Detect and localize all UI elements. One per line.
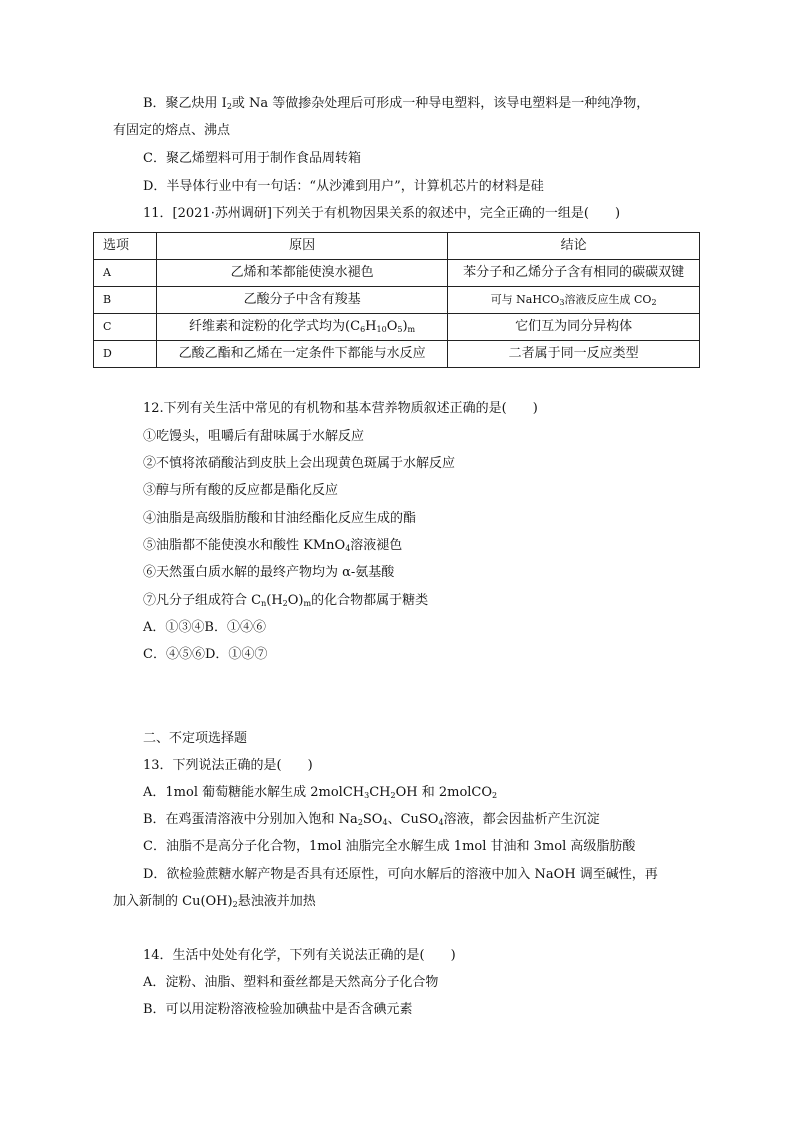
- option-d: D．半导体行业中有一句话：“从沙滩到用户”，计算机芯片的材料是硅: [143, 179, 544, 194]
- text: (H: [266, 593, 283, 608]
- table-cell-option: D: [94, 341, 157, 368]
- option-b: B．可以用淀粉溶液检验加碘盐中是否含碘元素: [143, 1002, 413, 1017]
- table-header-cell: 选项: [94, 233, 157, 260]
- text: 悬浊液并加热: [237, 894, 316, 909]
- subscript: 5: [397, 325, 403, 334]
- text: ⑦凡分子组成符合 C: [143, 593, 262, 608]
- table-cell-cause: [156, 314, 447, 341]
- statement-4: ④油脂是高级脂肪酸和甘油经酯化反应生成的酯: [143, 511, 417, 526]
- text: 溶液反应生成 CO: [564, 293, 652, 306]
- subscript: 2: [357, 818, 363, 827]
- option-a: [143, 784, 497, 802]
- option-c: C．油脂不是高分子化合物，1mol 油脂完全水解生成 1mol 甘油和 3mol 高级脂肪酸: [143, 839, 636, 854]
- question-11-stem: 11．[2021·苏州调研]下列关于有机物因果关系的叙述中，完全正确的一组是( ): [143, 206, 621, 221]
- table-cell-cause: 乙烯和苯都能使溴水褪色: [156, 260, 447, 287]
- question-14-stem: 14．生活中处处有化学，下列有关说法正确的是( ): [143, 948, 456, 963]
- text: O): [287, 593, 304, 608]
- option-b: [143, 811, 600, 829]
- table-row: [94, 260, 700, 287]
- text: O: [386, 319, 398, 334]
- text: ⑤油脂都不能使溴水和酸性 KMnO: [143, 538, 346, 553]
- table-row: [94, 341, 700, 368]
- table-cell-conclusion: 苯分子和乙烯分子含有相同的碳碳双键: [448, 260, 700, 287]
- options-cd: C．④⑤⑥D．①④⑦: [143, 647, 268, 662]
- subscript: 2: [390, 791, 396, 800]
- subscript: 3: [559, 298, 565, 307]
- text: B．在鸡蛋清溶液中分别加入饱和 Na: [143, 812, 358, 827]
- text: 溶液，都会因盐析产生沉淀: [443, 812, 600, 827]
- cause-effect-table: [93, 232, 700, 368]
- statement-3: ③醇与所有酸的反应都是酯化反应: [143, 483, 339, 498]
- subscript: 2: [492, 791, 498, 800]
- question-13-stem: 13．下列说法正确的是( ): [143, 758, 313, 773]
- statement-6: ⑥天然蛋白质水解的最终产物均为 α-氨基酸: [143, 565, 395, 580]
- table-header-cell: 原因: [156, 233, 447, 260]
- table-cell-cause: 乙酸分子中含有羧基: [156, 287, 447, 314]
- subscript: n: [261, 599, 267, 608]
- statement-2: ②不慎将浓硝酸沾到皮肤上会出现黄色斑属于水解反应: [143, 456, 456, 471]
- question-12-stem: 12.下列有关生活中常见的有机物和基本营养物质叙述正确的是( ): [143, 401, 538, 416]
- subscript: 2: [651, 298, 657, 307]
- table-row: [94, 287, 700, 314]
- subscript: 6: [360, 325, 366, 334]
- table-cell-conclusion: [448, 287, 700, 314]
- text: 、CuSO: [387, 812, 439, 827]
- text: H: [365, 319, 377, 334]
- subscript: m: [303, 599, 312, 608]
- subscript: 2: [282, 599, 288, 608]
- text: SO: [362, 812, 383, 827]
- subscript: 2: [232, 900, 238, 909]
- subscript: 10: [376, 325, 387, 334]
- option-a: A．淀粉、油脂、塑料和蚕丝都是天然高分子化合物: [143, 975, 439, 990]
- option-b-line2: 有固定的熔点、沸点: [113, 123, 231, 138]
- text: 纤维素和淀粉的化学式均为(C: [189, 319, 361, 334]
- table-cell-conclusion: 它们互为同分异构体: [448, 314, 700, 341]
- text: 或 Na 等做掺杂处理后可形成一种导电塑料，该导电塑料是一种纯净物，: [231, 96, 650, 111]
- subscript: 3: [364, 791, 370, 800]
- text: 的化合物都属于糖类: [311, 593, 429, 608]
- subscript: 4: [382, 818, 388, 827]
- text: 溶液褪色: [350, 538, 403, 553]
- text: CH: [369, 785, 391, 800]
- option-d-line2: [113, 893, 316, 911]
- text: A．1mol 葡萄糖能水解生成 2molCH: [143, 785, 365, 800]
- text: ): [402, 319, 408, 334]
- table-cell-option: A: [94, 260, 157, 287]
- subscript: 4: [438, 818, 444, 827]
- table-row: [94, 314, 700, 341]
- table-cell-cause: 乙酸乙酯和乙烯在一定条件下都能与水反应: [156, 341, 447, 368]
- text: 加入新制的 Cu(OH): [113, 894, 233, 909]
- text: B．聚乙炔用 I: [143, 96, 227, 111]
- statement-1: ①吃馒头，咀嚼后有甜味属于水解反应: [143, 429, 365, 444]
- options-ab: A．①③④B．①④⑥: [143, 620, 266, 635]
- text: 可与 NaHCO: [490, 293, 560, 306]
- table-header-row: [94, 233, 700, 260]
- table-cell-option: B: [94, 287, 157, 314]
- option-c: C．聚乙烯塑料可用于制作食品周转箱: [143, 151, 361, 166]
- option-b-line1: [143, 95, 649, 113]
- table-cell-conclusion: 二者属于同一反应类型: [448, 341, 700, 368]
- subscript: m: [407, 325, 416, 334]
- option-d-line1: D．欲检验蔗糖水解产物是否具有还原性，可向水解后的溶液中加入 NaOH 调至碱性，再: [143, 867, 658, 882]
- table-header-cell: 结论: [448, 233, 700, 260]
- subscript: 2: [226, 102, 232, 111]
- statement-7: [143, 592, 428, 610]
- subscript: 4: [345, 544, 351, 553]
- table-cell-option: C: [94, 314, 157, 341]
- statement-5: [143, 537, 402, 555]
- text: OH 和 2molCO: [395, 785, 493, 800]
- section-title: 二、不定项选择题: [143, 731, 248, 746]
